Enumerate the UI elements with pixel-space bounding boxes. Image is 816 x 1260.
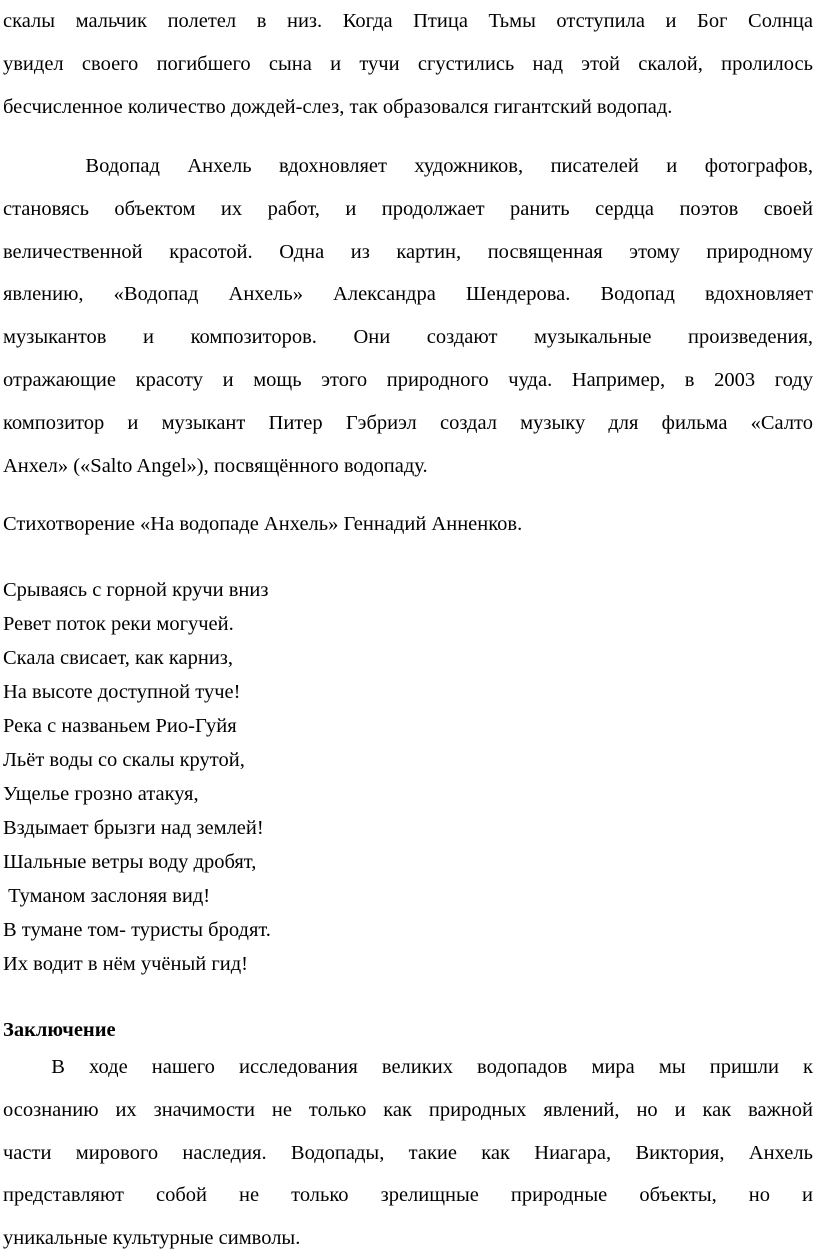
- poem: [3, 573, 271, 981]
- text-line: скалы мальчик полетел в низ. Когда Птица Тьмы отступила и Бог Солнца: [3, 10, 813, 32]
- poem-line: Река с названьем Рио-Гуйя: [3, 715, 237, 737]
- section-heading: Заключение: [3, 1019, 116, 1041]
- text-line: осознанию их значимости не только как природных явлений, но и как важной: [3, 1098, 813, 1121]
- poem-line: Ревет поток реки могучей.: [3, 613, 234, 635]
- text-line: явлению, «Водопад Анхель» Александра Шендерова. Водопад вдохновляет: [3, 283, 813, 306]
- text-line: В ходе нашего исследования великих водопадов мира мы пришли к: [3, 1056, 813, 1078]
- poem-line: Шальные ветры воду дробят,: [3, 851, 257, 873]
- poem-line: Туманом заслоняя вид!: [3, 885, 211, 907]
- text-line: уникальные культурные символы.: [3, 1227, 301, 1250]
- poem-line: Их водит в нём учёный гид!: [3, 953, 248, 975]
- text-line: части мирового наследия. Водопады, такие как Ниагара, Виктория, Анхель: [3, 1141, 813, 1164]
- text-line: отражающие красоту и мощь этого природного чуда. Например, в 2003 году: [3, 368, 813, 391]
- paragraph-2: [3, 145, 813, 487]
- poem-line: На высоте доступной туче!: [3, 681, 241, 703]
- text-line: композитор и музыкант Питер Гэбриэл создал музыку для фильма «Салто: [3, 411, 813, 434]
- text-line: музыкантов и композиторов. Они создают музыкальные произведения,: [3, 326, 813, 349]
- poem-intro: Стихотворение «На водопаде Анхель» Геннадий Анненков.: [3, 513, 523, 535]
- text-line: увидел своего погибшего сына и тучи сгустились над этой скалой, пролилось: [3, 52, 813, 75]
- conclusion-paragraph: [3, 1046, 813, 1260]
- poem-line: В тумане том- туристы бродят.: [3, 919, 271, 941]
- text-line: Водопад Анхель вдохновляет художников, писателей и фотографов,: [3, 155, 813, 177]
- poem-line: Вздымает брызги над землей!: [3, 817, 264, 839]
- poem-line: Ущелье грозно атакуя,: [3, 783, 199, 805]
- poem-line: Срываясь с горной кручи вниз: [3, 579, 269, 601]
- text-line: бесчисленное количество дождей-слез, так образовался гигантский водопад.: [3, 95, 673, 118]
- paragraph-1: [3, 0, 813, 128]
- text-line: становясь объектом их работ, и продолжает ранить сердца поэтов своей: [3, 197, 813, 220]
- poem-line: Скала свисает, как карниз,: [3, 647, 234, 669]
- poem-line: Льёт воды со скалы крутой,: [3, 749, 245, 771]
- text-line: представляют собой не только зрелищные природные объекты, но и: [3, 1184, 813, 1207]
- text-line: Анхел» («Salto Angel»), посвящённого водопаду.: [3, 454, 428, 477]
- text-line: величественной красотой. Одна из картин, посвященная этому природному: [3, 240, 813, 263]
